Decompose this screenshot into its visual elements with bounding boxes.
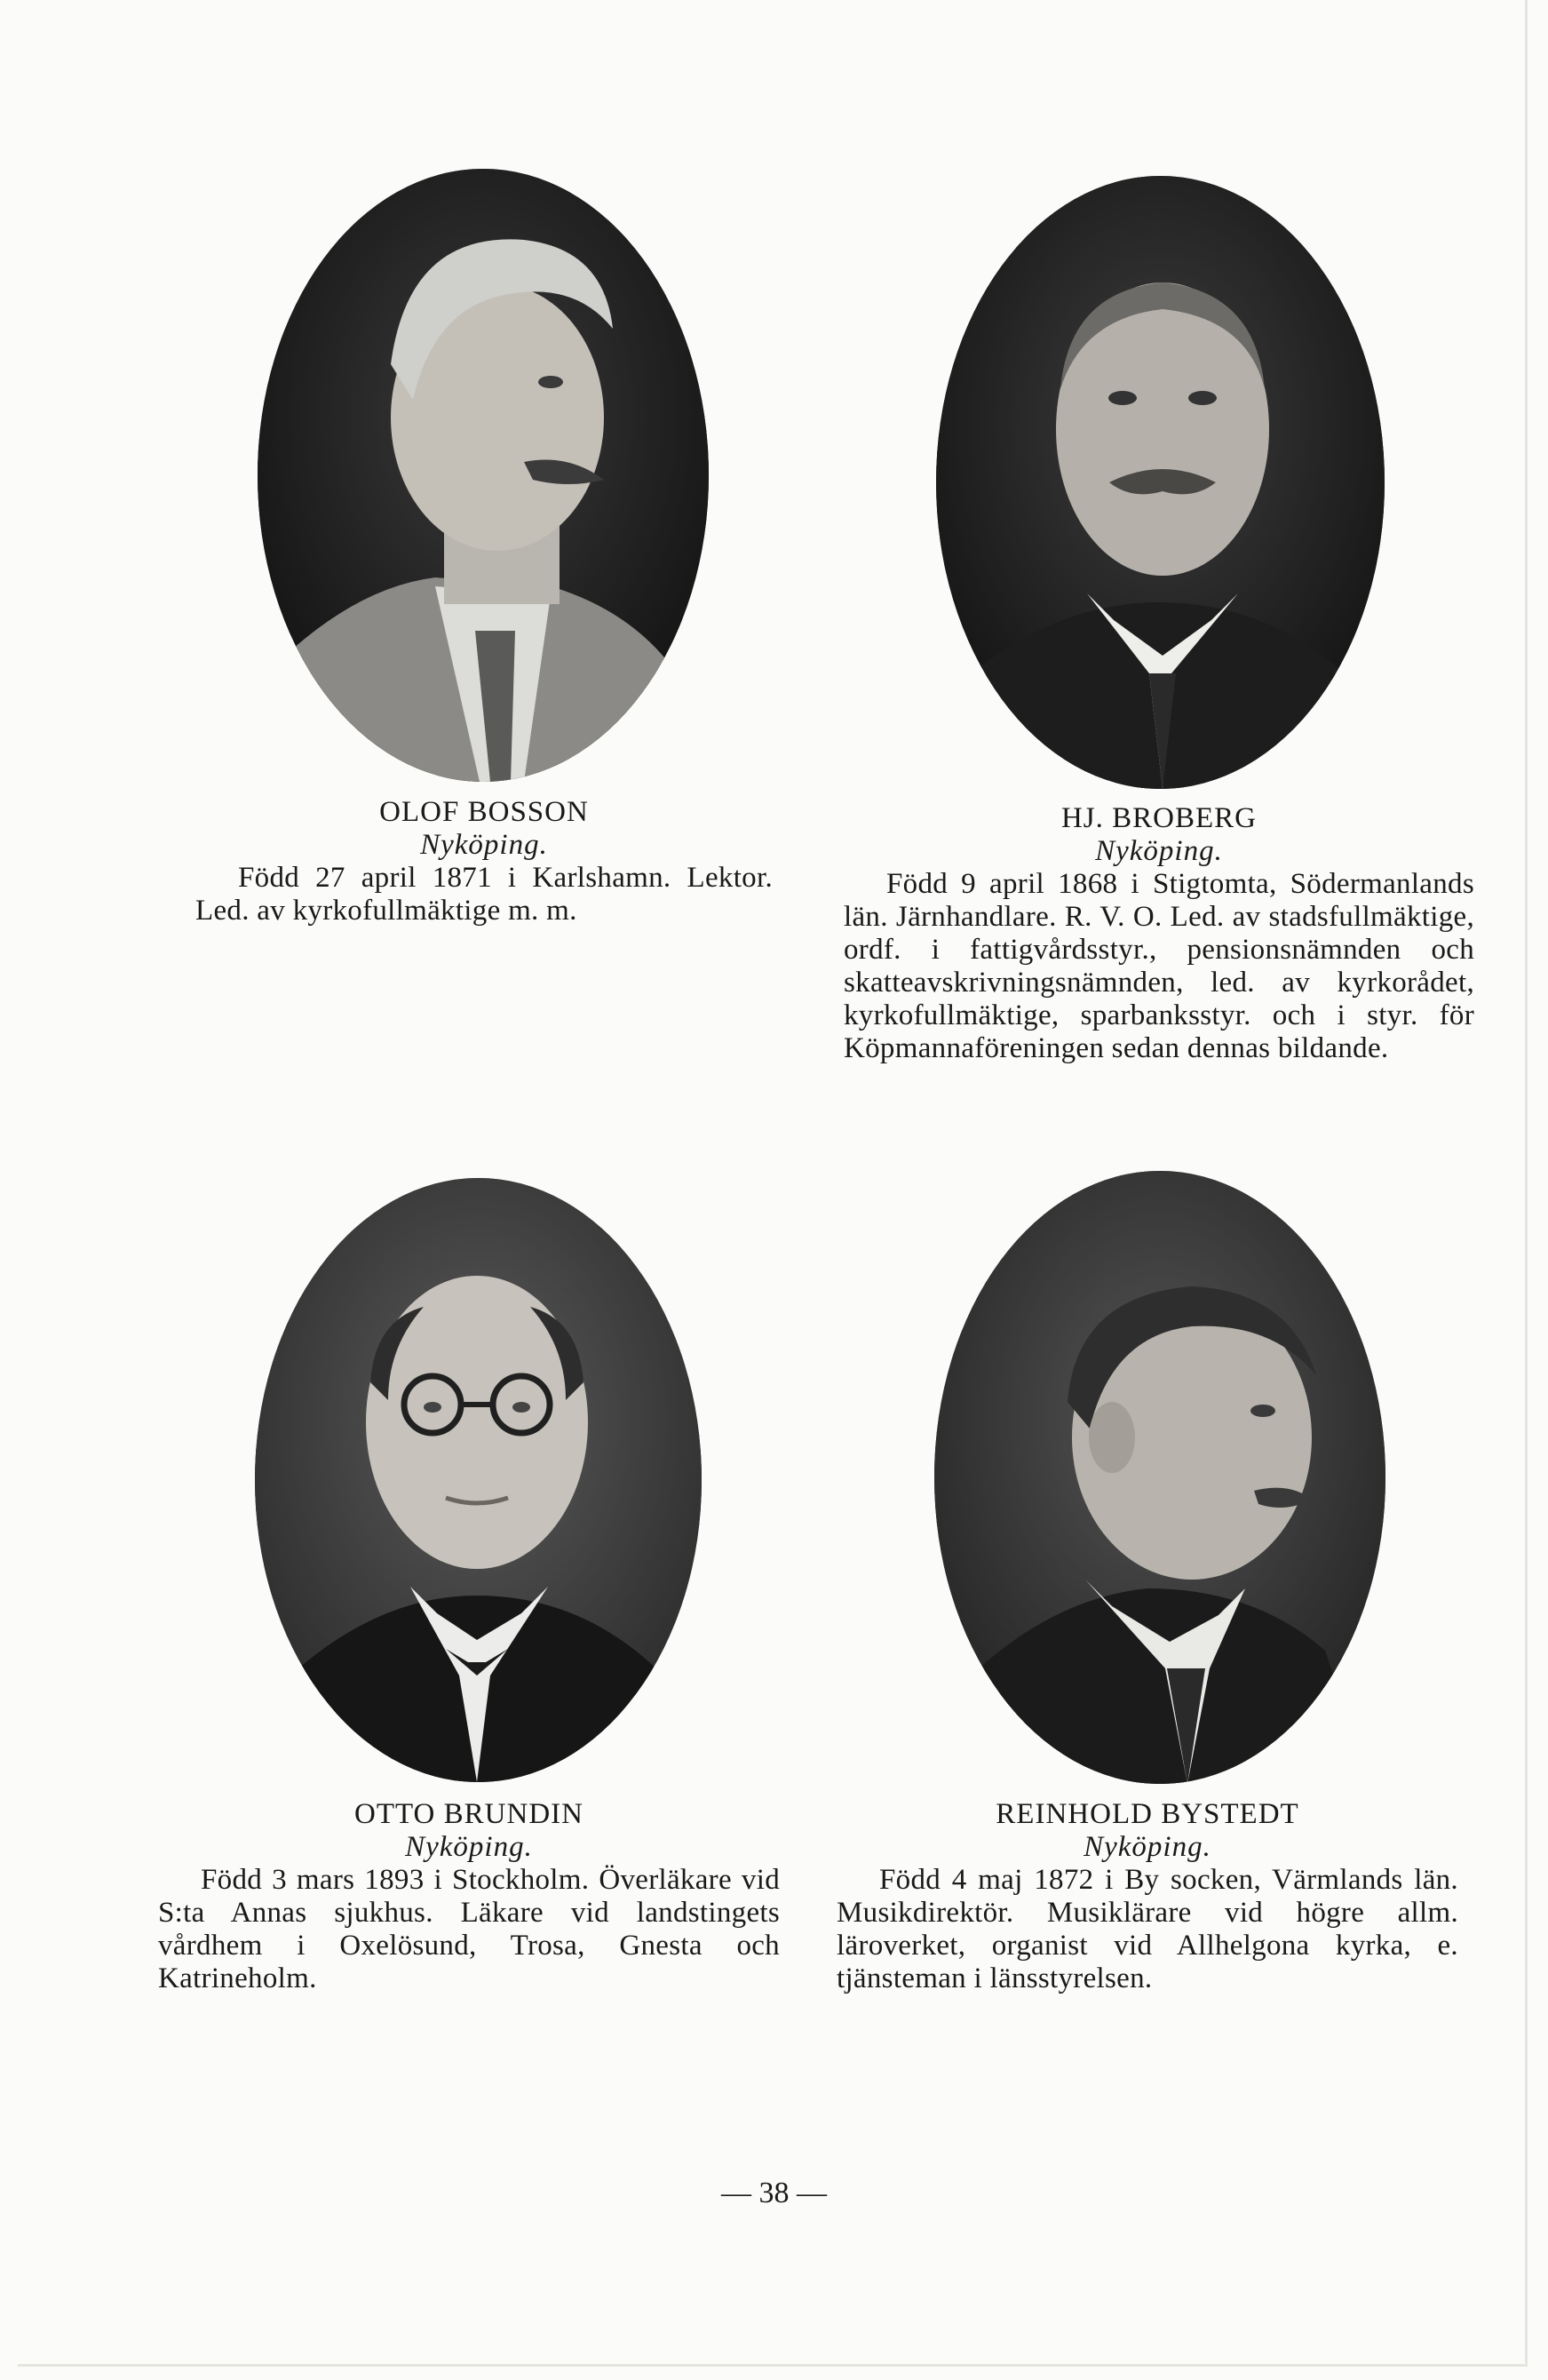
caption-hj-broberg [844, 802, 1474, 1065]
person-place: Nyköping. [1084, 1831, 1211, 1863]
portrait-photo-reinhold-bystedt [934, 1171, 1385, 1784]
person-bio: Född 9 april 1868 i Stigtomta, Södermanlands län. Järnhandlare. R. V. O. Led. av stadsfullmäktige, ordf. i fattigvårdsstyr., pensionsnämnden och skatteavskrivningsnämnden, led. av kyrkorådet, kyrkofullmäktige, sparbanksstyr. och i styr. för Köpmannaföreningen sedan dennas bildande. [844, 868, 1474, 1064]
person-place: Nyköping. [405, 1831, 533, 1863]
person-bio: Född 3 mars 1893 i Stockholm. Överläkare vid S:ta Annas sjukhus. Läkare vid landstingets vårdhem i Oxelösund, Trosa, Gnesta och Katrineholm. [158, 1864, 780, 1994]
person-name: REINHOLD BYSTEDT [996, 1798, 1299, 1830]
person-place: Nyköping. [420, 829, 548, 861]
person-name: OTTO BRUNDIN [354, 1798, 583, 1830]
portrait-photo-olof-bosson [258, 169, 709, 782]
caption-olof-bosson [195, 796, 773, 927]
person-place: Nyköping. [1095, 835, 1223, 867]
person-bio: Född 4 maj 1872 i By socken, Värmlands län. Musikdirektör. Musiklärare vid högre allm. läroverket, organist vid Allhelgona kyrka, e. tjänsteman i länsstyrelsen. [837, 1864, 1458, 1994]
person-name: OLOF BOSSON [379, 796, 589, 828]
portrait-photo-otto-brundin [255, 1178, 702, 1782]
caption-reinhold-bystedt [837, 1798, 1458, 1995]
person-name: HJ. BROBERG [1060, 802, 1258, 834]
caption-otto-brundin [158, 1798, 780, 1995]
person-bio: Född 27 april 1871 i Karlshamn. Lektor. Led. av kyrkofullmäktige m. m. [195, 862, 773, 927]
page-number: — 38 — [721, 2177, 827, 2209]
portrait-photo-hj-broberg [936, 176, 1385, 789]
